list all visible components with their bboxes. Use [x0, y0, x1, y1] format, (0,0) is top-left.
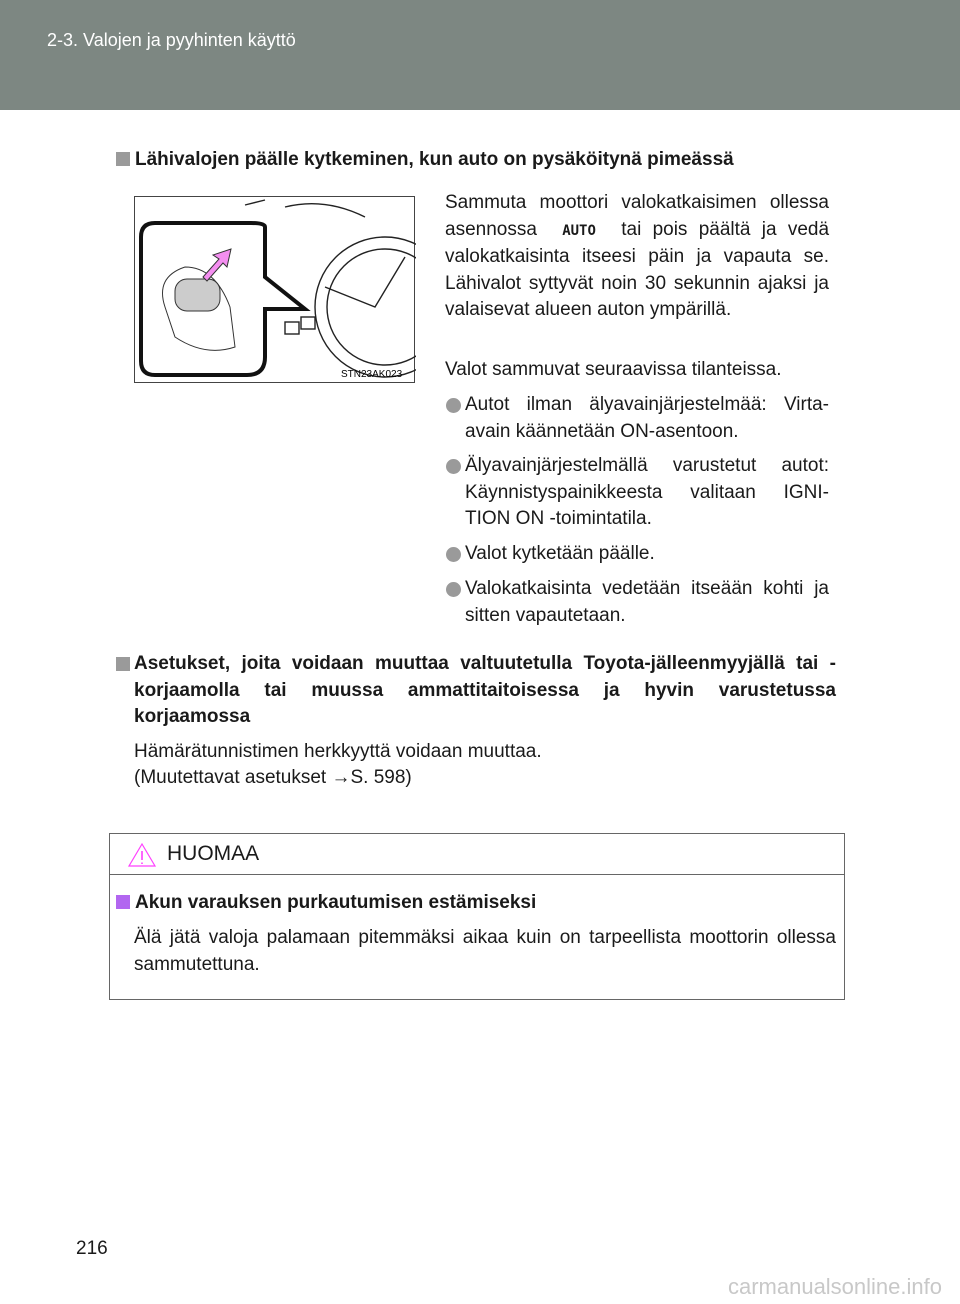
square-bullet-icon — [116, 152, 130, 166]
list-item: Valot kytketään päälle. — [445, 541, 829, 568]
page-number: 216 — [76, 1238, 108, 1259]
square-bullet-icon — [116, 895, 130, 909]
body-text: Hämärätunnistimen herkkyyttä voidaan muuttaa. — [134, 741, 542, 762]
bullet-icon — [446, 398, 461, 413]
bullet-icon — [446, 582, 461, 597]
section-heading — [116, 147, 734, 174]
notice-box — [109, 833, 845, 1000]
notice-heading: Akun varauksen purkautumisen estämiseksi — [116, 890, 536, 917]
warning-icon — [127, 842, 157, 868]
notice-title: HUOMAA — [167, 842, 260, 865]
page-header — [0, 0, 960, 110]
section-title: 2-3. Valojen ja pyyhinten käyttö — [47, 30, 296, 50]
figure-code: STN23AK023 — [341, 369, 403, 380]
square-bullet-icon — [116, 657, 130, 671]
list-item: Autot ilman älyavainjärjestelmää: Virta-avain käännetään ON-asentoon. — [445, 392, 829, 445]
notice-text: Älä jätä valoja palamaan pitemmäksi aikaa kuin on tarpeellista moottorin ollessa sammutettuna. — [134, 927, 836, 975]
instruction-paragraph: Sammuta moottori valokatkaisimen ollessa asennossa AUTO tai pois päältä ja vedä valokatkaisinta itseesi päin ja vapauta se. Lähivalot syttyvät noin 30 sekunnin ajaksi ja valaisevat alueen auton ympärillä. — [445, 192, 830, 320]
heading-text: Lähivalojen päälle kytkeminen, kun auto on pysäköitynä pimeässä — [135, 149, 734, 170]
bullet-icon — [446, 547, 461, 562]
auto-symbol: AUTO — [562, 222, 596, 239]
section-heading: Asetukset, joita voidaan muuttaa valtuutetulla Toyota-jälleenmyyjällä tai -korjaamolla tai muussa ammattitaitoisessa ja hyvin varustetussa korjaamossa — [116, 651, 836, 731]
page-reference: (Muutettavat asetukset →S. 598) — [134, 767, 412, 788]
bullet-icon — [446, 459, 461, 474]
conditions-intro: Valot sammuvat seuraavissa tilanteissa. — [445, 359, 782, 380]
list-item: Älyavainjärjestelmällä varustetut autot: Käynnistyspainikkeesta valitaan IGNI-TION ON -toimintatila. — [445, 453, 829, 533]
light-switch-illustration — [134, 196, 415, 383]
watermark: carmanualsonline.info — [727, 1274, 942, 1299]
list-item: Valokatkaisinta vedetään itseään kohti ja sitten vapautetaan. — [445, 576, 829, 629]
